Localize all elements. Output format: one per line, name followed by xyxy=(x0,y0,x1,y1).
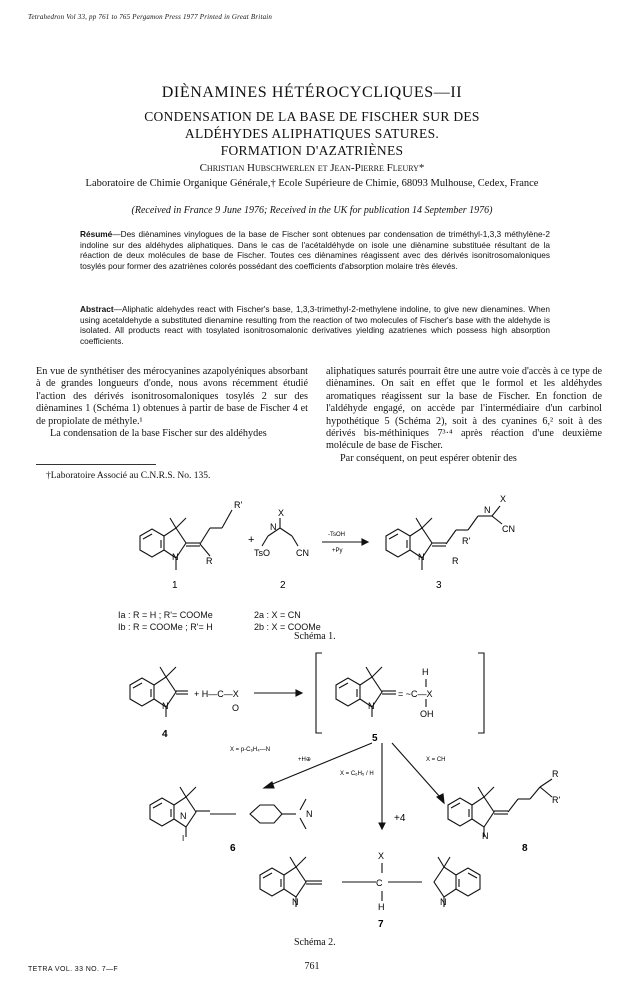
svg-text:N: N xyxy=(368,701,375,711)
svg-text:C: C xyxy=(376,878,383,888)
article-title: DIÈNAMINES HÉTÉROCYCLIQUES—II xyxy=(161,84,463,101)
svg-text:X: X xyxy=(278,508,285,518)
svg-text:R': R' xyxy=(552,795,561,805)
compound-label-1: 1 xyxy=(172,580,178,591)
svg-text:N: N xyxy=(162,701,169,711)
svg-text:N: N xyxy=(172,552,179,562)
reagent-label-bottom: +Py xyxy=(332,548,343,554)
svg-text:CN: CN xyxy=(502,524,515,534)
svg-text:CN: CN xyxy=(296,548,309,558)
received-dates: (Received in France 9 June 1976; Received in the UK for publication 14 September 1976) xyxy=(131,205,493,216)
svg-text:H: H xyxy=(378,902,385,912)
condition-bis-methine: X = C₆H₅ / H xyxy=(340,771,374,777)
svg-text:X: X xyxy=(378,851,385,861)
condition-cyanine-acid: +H⊕ xyxy=(298,757,311,763)
authors: Christian Hubschwerlen et Jean-Pierre Fleury* xyxy=(199,162,425,174)
svg-text:= ~C—X: = ~C—X xyxy=(398,689,433,699)
svg-text:R: R xyxy=(206,556,213,566)
svg-text:TsO: TsO xyxy=(254,548,271,558)
compound-label-4: 4 xyxy=(162,729,168,740)
condition-bis-methine-plus4: +4 xyxy=(394,813,406,824)
article-subtitle-line-2: ALDÉHYDES ALIPHATIQUES SATURES. xyxy=(184,126,440,141)
compound-label-7: 7 xyxy=(378,919,384,930)
svg-text:R: R xyxy=(452,556,459,566)
body-left-paragraph-2: La condensation de la base Fischer sur des aldéhydes xyxy=(50,428,267,440)
compound-label-2: 2 xyxy=(280,580,286,591)
resume-lead: Résumé xyxy=(80,229,113,239)
condition-cyanine: X = p-C₆H₄—N xyxy=(230,747,271,753)
svg-text:N: N xyxy=(306,809,313,819)
schema-2-caption: Schéma 2. xyxy=(294,937,336,948)
footnote: †Laboratoire Associé au C.N.R.S. No. 135. xyxy=(46,471,211,481)
reagent-label-top: -TsOH xyxy=(328,532,345,538)
schema-1-caption: Schéma 1. xyxy=(294,631,336,642)
journal-header: Tetrahedron Vol 33, pp 761 to 765 Pergamon Press 1977 Printed in Great Britain xyxy=(28,13,273,21)
condition-dienamine: X = CH xyxy=(426,757,446,763)
svg-text:N: N xyxy=(418,552,425,562)
schema-1-legend-1a: Ia : R = H ; R'= COOMe xyxy=(118,610,213,620)
schema-1-figure xyxy=(100,488,520,608)
compound-label-8: 8 xyxy=(522,843,528,854)
reagent-aldehyde: + H—C—X xyxy=(194,689,239,699)
abstract-lead: Abstract xyxy=(80,304,114,314)
resume-text: —Des diènamines vinylogues de la base de Fischer sont obtenues par condensation de triméthyl-1,3,3 méthylène-2 indoline sur des aldéhydes aliphatiques. Dans le cas de l'acétaldéhyde on isole une diènamine substituée résultant de la réaction de deux molécules de base de Fischer. Toutes ces diènamines réagissent avec des dérivés isonitrosomaloniques tosylés pour former des azatriènes colorés possédant des coefficients d'absorption molaire très élevés. xyxy=(80,229,550,271)
resume-block xyxy=(80,229,550,271)
svg-text:+: + xyxy=(248,534,255,546)
svg-text:N: N xyxy=(292,897,299,907)
compound-label-3: 3 xyxy=(436,580,442,591)
footer-volume: TETRA VOL. 33 NO. 7—F xyxy=(28,966,119,973)
svg-text:R: R xyxy=(552,769,559,779)
body-right-paragraph-1: aliphatiques saturés pourrait être une autre voie d'accès à ce type de diènamines. On sait en effet que le formol et les aldéhydes aromatiques réagissent sur la base de Fischer. En fonction de l'aldéhyde engagé, on accède par l'intermédiaire d'un carbinol hypothétique 5 (Schéma 2), soit à des cyanines 6,² soit à des dérivés bis-méthiniques 7³·⁴ après réaction d'une deuxième molécule de base de Fischer. xyxy=(326,366,602,452)
schema-2-figure xyxy=(110,645,600,935)
svg-text:I: I xyxy=(182,834,185,843)
schema-1-legend-1b: Ib : R = COOMe ; R'= H xyxy=(118,622,213,632)
body-right-paragraph-2: Par conséquent, on peut espérer obtenir des xyxy=(340,452,517,464)
body-left-column xyxy=(36,366,308,440)
svg-text:N: N xyxy=(484,505,491,515)
svg-text:H: H xyxy=(422,667,429,677)
footnote-rule xyxy=(36,464,156,465)
abstract-text: —Aliphatic aldehydes react with Fischer's base, 1,3,3-trimethyl-2-methylene indoline, to give new dienamines. When using acetaldehyde a substituted dienamine resulting from the reaction of two molecules of Fischer's base with the aldehyde is isolated. All products react with tosylated isonitrosomalonic derivatives yielding azatrienes which possess high absorption coefficients. xyxy=(80,304,550,346)
svg-text:N: N xyxy=(440,897,447,907)
schema-1-legend-2b: 2b : X = COOMe xyxy=(254,622,321,632)
svg-text:R': R' xyxy=(234,500,243,510)
compound-label-6: 6 xyxy=(230,843,236,854)
compound-label-5: 5 xyxy=(372,733,378,744)
body-right-column xyxy=(326,366,602,465)
svg-text:X: X xyxy=(500,494,507,504)
article-subtitle-line-1: CONDENSATION DE LA BASE DE FISCHER SUR DES xyxy=(144,109,480,124)
svg-text:N: N xyxy=(482,831,489,841)
article-subtitle-line-3: FORMATION D'AZATRIÈNES xyxy=(220,143,404,158)
schema-1-legend-2a: 2a : X = CN xyxy=(254,610,301,620)
svg-text:O: O xyxy=(232,703,240,713)
svg-text:N: N xyxy=(180,811,187,821)
abstract-block xyxy=(80,304,550,346)
body-left-paragraph-1: En vue de synthétiser des mérocyanines azapolyéniques absorbant à de grandes longueurs d'onde, nous avons récemment étudié l'action des dérivés isonitrosomaloniques tosylés 2 sur des diènamines 1 (Schéma 1) obtenues à partir de base de Fischer 4 et de propiolate de méthyle.¹ xyxy=(36,366,308,427)
benzene-ring xyxy=(140,529,164,557)
svg-text:R': R' xyxy=(462,536,471,546)
svg-text:OH: OH xyxy=(420,709,434,719)
page-number: 761 xyxy=(304,961,320,972)
svg-text:N: N xyxy=(270,522,277,532)
affiliation: Laboratoire de Chimie Organique Générale,† Ecole Supérieure de Chimie, 68093 Mulhouse, Cedex, France xyxy=(85,178,539,189)
